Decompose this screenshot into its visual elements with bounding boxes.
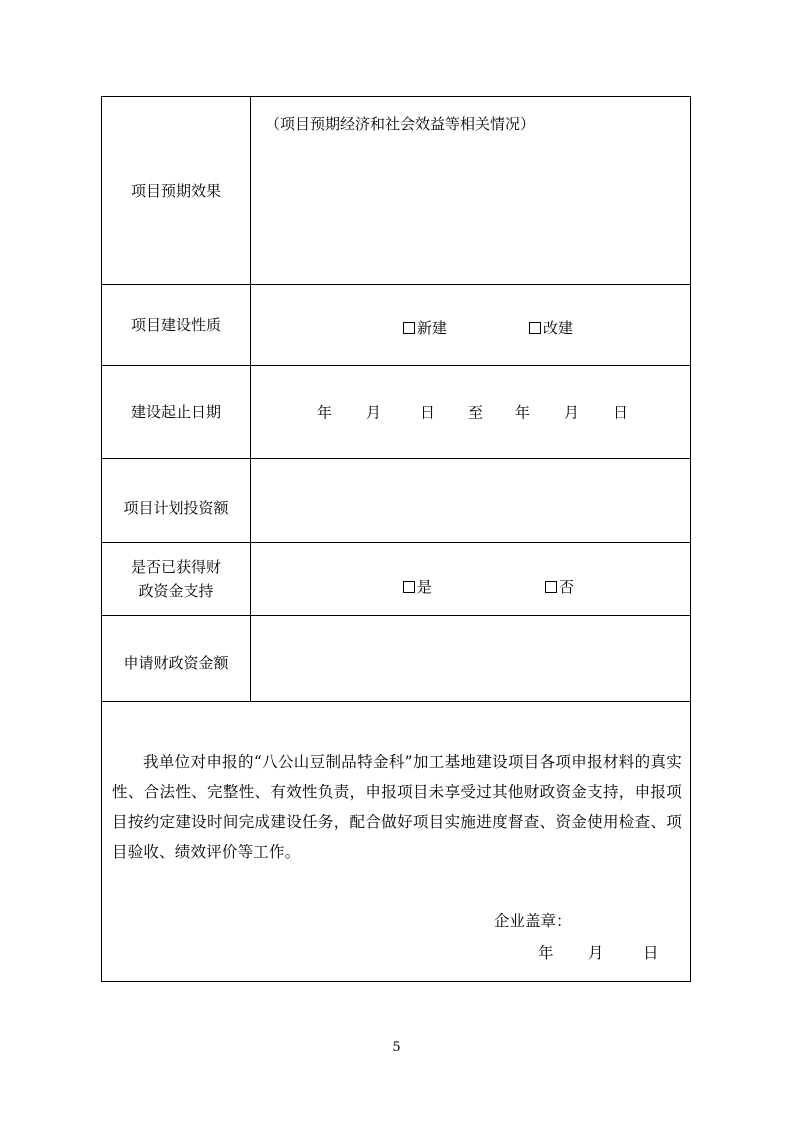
row-requested-amount — [102, 616, 690, 702]
expected-effect-hint: （项目预期经济和社会效益等相关情况） — [265, 115, 536, 133]
checkbox-yes[interactable] — [403, 576, 432, 597]
checkbox-no[interactable] — [545, 576, 574, 597]
label-planned-investment: 项目计划投资额 — [102, 459, 251, 542]
application-form-table — [101, 96, 691, 982]
sign-day-label: 日 — [643, 944, 659, 962]
declaration-text: 我单位对申报的“八公山豆制品特金科”加工基地建设项目各项申报材料的真实性、合法性、完整性、有效性负责，申报项目未享受过其他财政资金支持，申报项目按约定建设时间完成建设任务，配合做好项目实施进度督查、资金使用检查、项目验收、绩效评价等工作。 — [112, 753, 682, 861]
checkbox-no-label: 否 — [559, 578, 575, 596]
checkbox-square-icon — [545, 581, 557, 593]
field-construction-nature — [251, 285, 690, 365]
label-construction-nature: 项目建设性质 — [102, 285, 251, 365]
checkbox-new-build-label: 新建 — [417, 319, 448, 337]
label-funding-received — [102, 543, 251, 615]
field-construction-period[interactable] — [251, 366, 690, 458]
row-construction-period — [102, 366, 690, 459]
end-month-label: 月 — [564, 403, 580, 422]
row-expected-effect — [102, 97, 690, 285]
row-construction-nature — [102, 285, 690, 366]
label-requested-amount: 申请财政资金额 — [102, 616, 251, 701]
field-requested-amount[interactable] — [251, 616, 690, 701]
page-number: 5 — [392, 1040, 401, 1055]
field-expected-effect[interactable] — [251, 97, 690, 284]
declaration-section — [102, 701, 690, 981]
checkbox-new-build[interactable] — [403, 317, 447, 338]
start-year-label: 年 — [317, 403, 333, 422]
start-month-label: 月 — [366, 403, 382, 422]
checkbox-renovation[interactable] — [529, 317, 573, 338]
start-day-label: 日 — [420, 403, 436, 422]
checkbox-square-icon — [403, 581, 415, 593]
end-day-label: 日 — [613, 403, 629, 422]
sign-year-label: 年 — [538, 944, 554, 962]
field-planned-investment[interactable] — [251, 459, 690, 542]
label-construction-period: 建设起止日期 — [102, 366, 251, 458]
label-expected-effect: 项目预期效果 — [102, 97, 251, 284]
label-funding-received-line2: 政资金支持 — [138, 582, 214, 600]
company-seal-label: 企业盖章： — [494, 912, 572, 930]
label-funding-received-line1: 是否已获得财 — [130, 558, 221, 576]
row-funding-received — [102, 543, 690, 616]
checkbox-square-icon — [403, 322, 415, 334]
checkbox-renovation-label: 改建 — [543, 319, 574, 337]
checkbox-square-icon — [529, 322, 541, 334]
end-year-label: 年 — [515, 403, 531, 422]
to-label: 至 — [468, 403, 484, 422]
checkbox-yes-label: 是 — [417, 578, 433, 596]
field-funding-received — [251, 543, 690, 615]
sign-month-label: 月 — [588, 944, 604, 962]
row-planned-investment — [102, 459, 690, 543]
